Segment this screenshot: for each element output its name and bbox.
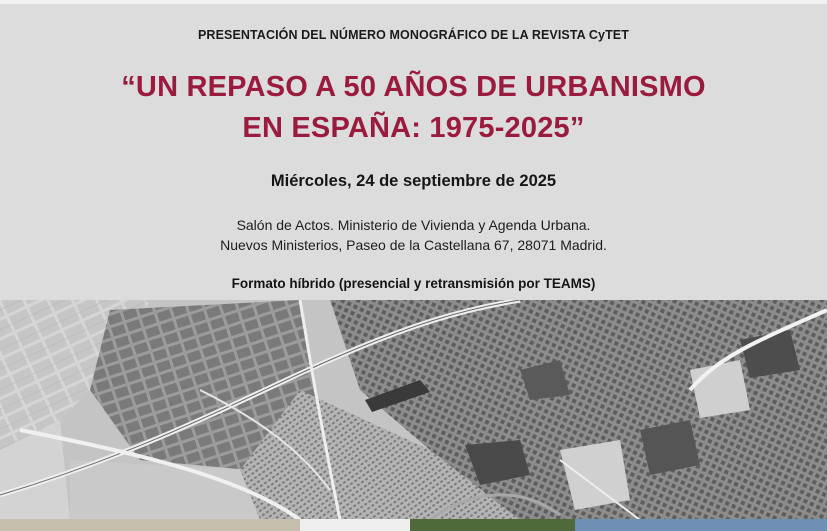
main-title-line-1: “UN REPASO A 50 AÑOS DE URBANISMO [121,71,706,103]
venue-line-1: Salón de Actos. Ministerio de Vivienda y Agenda Urbana. [236,217,591,233]
event-format: Formato híbrido (presencial y retransmisión por TEAMS) [231,276,596,291]
pre-title: PRESENTACIÓN DEL NÚMERO MONOGRÁFICO DE LA REVISTA CyTET [198,28,629,42]
venue-line-2: Nuevos Ministerios, Paseo de la Castellana 67, 28071 Madrid. [220,237,607,253]
main-title-line-2: EN ESPAÑA: 1975-2025” [242,112,585,144]
photo-strip-image [0,519,827,531]
city-map-image [0,300,827,520]
main-title [0,67,827,149]
event-date: Miércoles, 24 de septiembre de 2025 [270,172,557,190]
event-venue [0,215,827,255]
